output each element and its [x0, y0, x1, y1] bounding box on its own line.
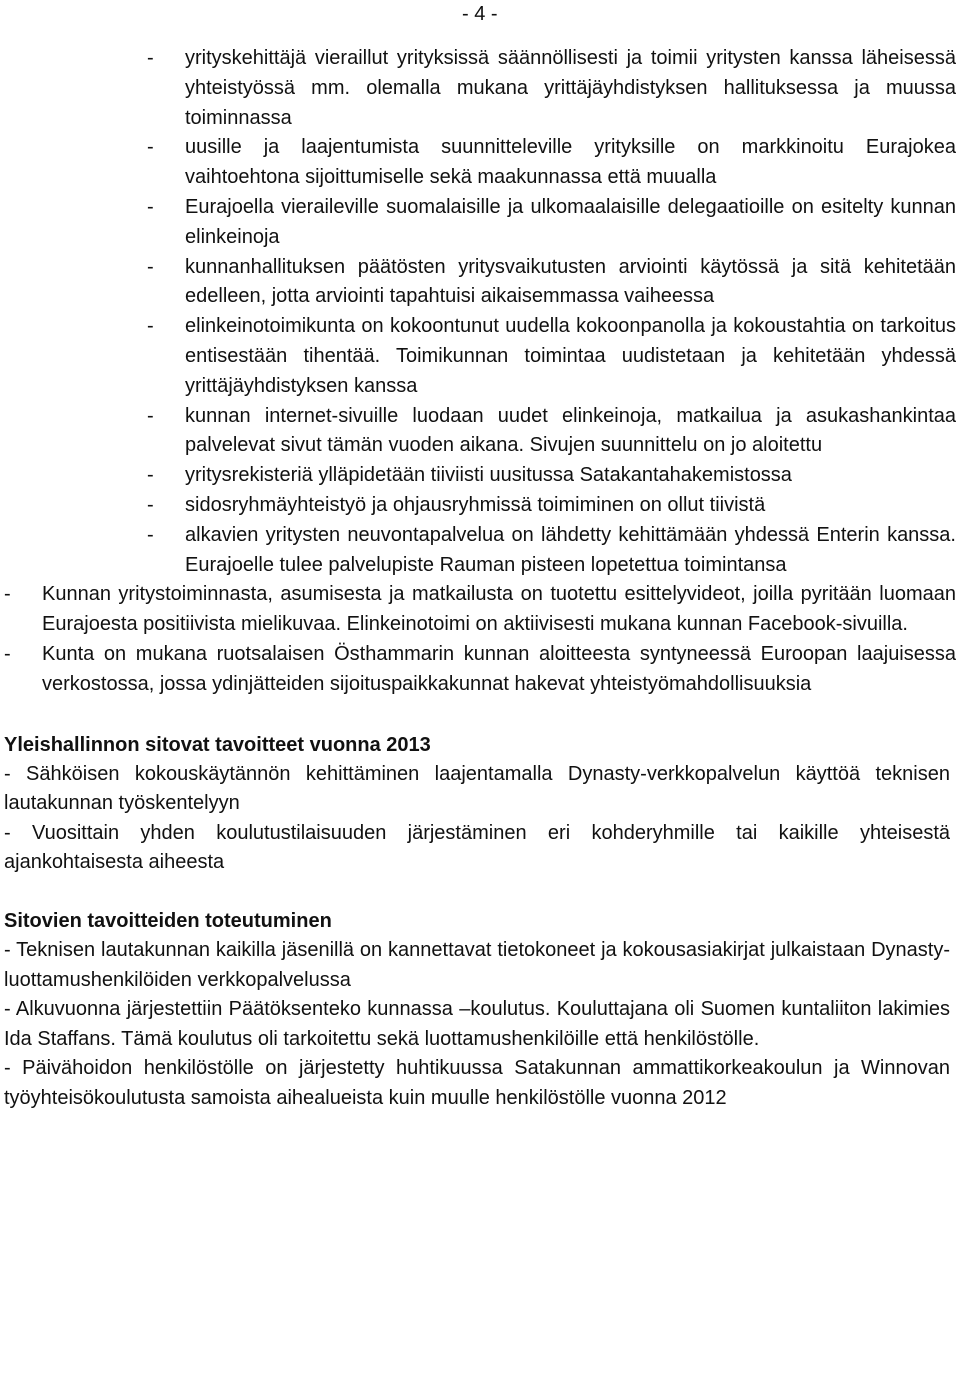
section-heading: Sitovien tavoitteiden toteutuminen: [4, 909, 332, 932]
paragraph: - Päivähoidon henkilöstölle on järjestetty huhtikuussa Satakunnan ammattikorkeakoulun ja Winnovan työyhteisökoulutusta samoista aihealueista kuin muulle henkilöstölle vuonna 2012: [4, 1057, 950, 1109]
bullet-dash: -: [147, 493, 154, 516]
nested-list-item: [0, 491, 960, 521]
nested-list-text: kunnanhallituksen päätösten yritysvaikutusten arviointi käytössä ja sitä kehitetään edelleen, jotta arviointi tapahtuisi aikaisemmassa vaiheessa: [185, 255, 956, 308]
bullet-dash: -: [147, 315, 154, 338]
nested-list-text: sidosryhmäyhteistyö ja ohjausryhmissä toimiminen on ollut tiivistä: [185, 493, 766, 516]
bullet-dash: -: [147, 523, 154, 546]
nested-list-text: kunnan internet-sivuille luodaan uudet elinkeinoja, matkailua ja asukashankintaa palvelevat sivut tämän vuoden aikana. Sivujen suunnittelu on jo aloitettu: [185, 404, 956, 457]
paragraph: - Vuosittain yhden koulutustilaisuuden järjestäminen eri kohderyhmille tai kaikille yhteisestä ajankohtaisesta aiheesta: [4, 821, 950, 874]
bullet-dash: -: [147, 404, 154, 427]
nested-list-text: yritysrekisteriä ylläpidetään tiiviisti uusitussa Satakantahakemistossa: [185, 464, 792, 487]
bullet-dash: -: [147, 136, 154, 159]
list-text: Kunta on mukana ruotsalaisen Östhammarin kunnan aloitteesta syntyneessä Euroopan laajuisessa verkostossa, jossa ydinjätteiden sijoituspaikkakunnat hakevat yhteistyömahdollisuuksia: [42, 642, 956, 695]
nested-list-item: [0, 133, 960, 193]
paragraph: - Alkuvuonna järjestettiin Päätöksenteko kunnassa –koulutus. Kouluttajana oli Suomen kuntaliiton lakimies Ida Staffans. Tämä koulutus oli tarkoitettu sekä luottamushenkilöille että henkilöstölle.: [4, 998, 950, 1050]
page-number: - 4 -: [462, 3, 498, 25]
bullet-dash: -: [4, 642, 11, 665]
nested-list-item: [0, 402, 960, 462]
bullet-dash: -: [147, 47, 154, 69]
nested-list-item: [0, 44, 960, 133]
list-item: [0, 580, 960, 640]
section-heading: Yleishallinnon sitovat tavoitteet vuonna 2013: [4, 733, 431, 756]
list-item: [0, 640, 960, 700]
bullet-dash: -: [147, 195, 154, 218]
nested-list-item: [0, 461, 960, 491]
nested-list-item: [0, 312, 960, 401]
nested-list-item: [0, 521, 960, 581]
nested-list-text: alkavien yritysten neuvontapalvelua on lähdetty kehittämään yhdessä Enterin kanssa. Eurajoelle tulee palvelupiste Rauman pisteen lopetettua toimintansa: [185, 523, 956, 576]
nested-list-text: yrityskehittäjä vieraillut yrityksissä säännöllisesti ja toimii yritysten kanssa läheisessä yhteistyössä mm. olemalla mukana yrittäjäyhdistyksen hallituksessa ja muussa toiminnassa: [185, 47, 956, 129]
nested-list-text: uusille ja laajentumista suunnitteleville yrityksille on markkinoitu Eurajokea vaihtoehtona sijoittumiselle sekä maakunnassa että muualla: [185, 136, 956, 189]
document-body: [0, 44, 960, 1113]
bullet-dash: -: [147, 464, 154, 487]
bullet-dash: -: [147, 255, 154, 278]
list-text: Kunnan yritystoiminnasta, asumisesta ja matkailusta on tuotettu esittelyvideot, joilla pyritään luomaan Eurajoesta positiivista mielikuvaa. Elinkeinotoimi on aktiivisesti mukana kunnan Facebook-sivuilla.: [42, 583, 956, 636]
nested-list-item: [0, 193, 960, 253]
nested-list-text: Eurajoella vieraileville suomalaisille ja ulkomaalaisille delegaatioille on esitelty kunnan elinkeinoja: [185, 195, 956, 248]
nested-list-text: elinkeinotoimikunta on kokoontunut uudella kokoonpanolla ja kokoustahtia on tarkoitus entisestään tihentää. Toimikunnan toimintaa uudistetaan ja kehitetään yhdessä yrittäjäyhdistyksen kanssa: [185, 315, 956, 397]
nested-list-item: [0, 253, 960, 313]
paragraph: - Teknisen lautakunnan kaikilla jäsenillä on kannettavat tietokoneet ja kokousasiakirjat julkaistaan Dynasty-luottamushenkilöiden verkkopalvelussa: [4, 938, 950, 991]
paragraph: - Sähköisen kokouskäytännön kehittäminen laajentamalla Dynasty-verkkopalvelun käyttöä teknisen lautakunnan työskentelyyn: [4, 762, 950, 815]
bullet-dash: -: [4, 583, 11, 606]
